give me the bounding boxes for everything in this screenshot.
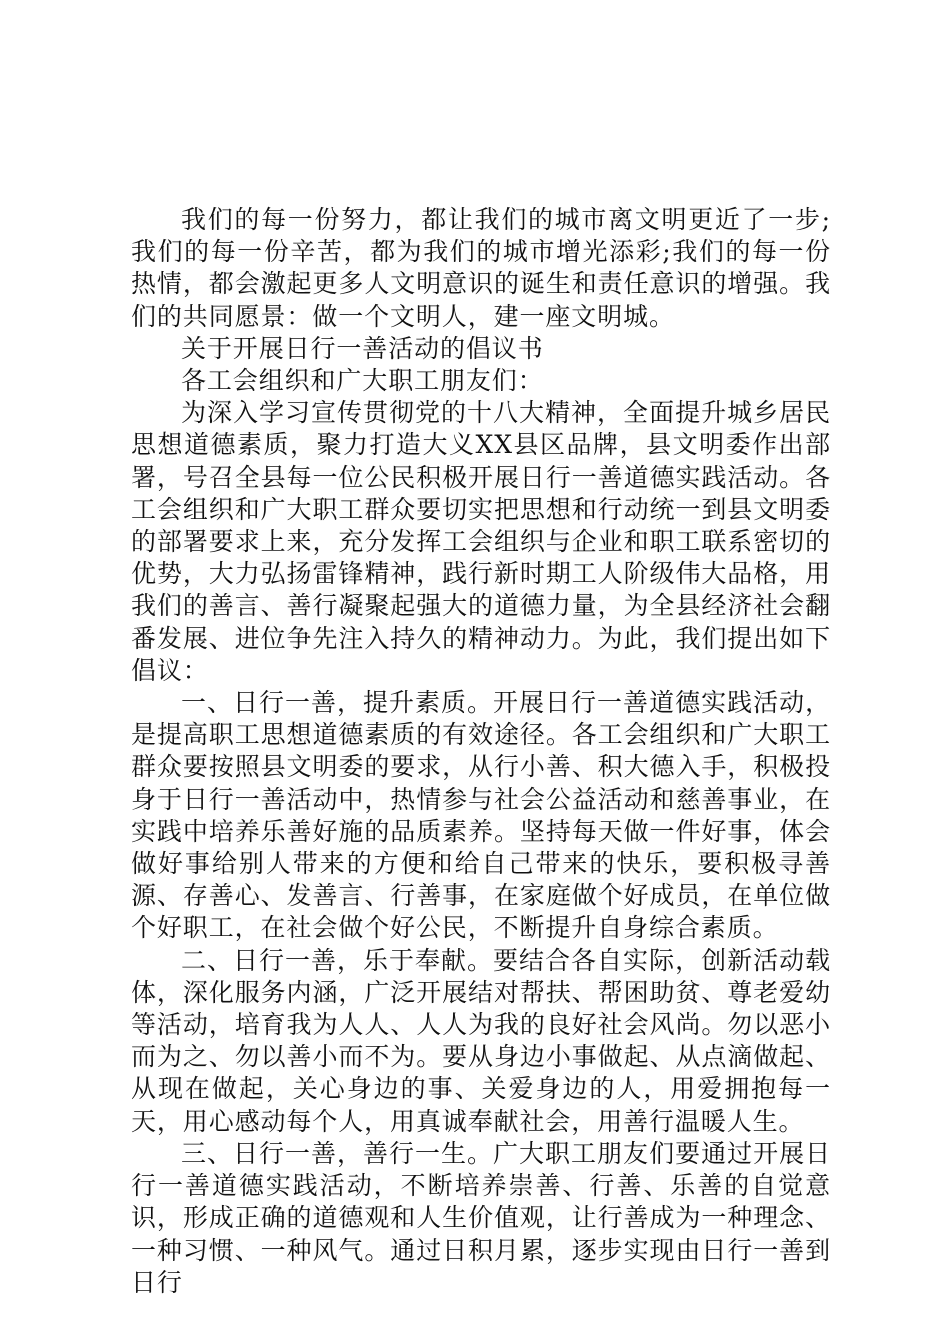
paragraph-introduction: 为深入学习宣传贯彻党的十八大精神，全面提升城乡居民思想道德素质，聚力打造大义XX县区品牌，县文明委作出部署，号召全县每一位公民积极开展日行一善道德实践活动。各工会组织和广大职工群众要切实把思想和行动统一到县文明委的部署要求上来，充分发挥工会组织与企业和职工联系密切的优势，大力弘扬雷锋精神，践行新时期工人阶级伟大品格，用我们的善言、善行凝聚起强大的道德力量，为全县经济社会翻番发展、进位争先注入持久的精神动力。为此，我们提出如下倡议： [131,398,831,685]
paragraph-point-three: 三、日行一善，善行一生。广大职工朋友们要通过开展日行一善道德实践活动，不断培养崇善、行善、乐善的自觉意识，形成正确的道德观和人生价值观，让行善成为一种理念、一种习惯、一种风气。通过日积月累，逐步实现由日行一善到日行 [131,1138,831,1297]
paragraph-point-one: 一、日行一善，提升素质。开展日行一善道德实践活动，是提高职工思想道德素质的有效途径。各工会组织和广大职工群众要按照县文明委的要求，从行小善、积大德入手，积极投身于日行一善活动中，热情参与社会公益活动和慈善事业，在实践中培养乐善好施的品质素养。坚持每天做一件好事，体会做好事给别人带来的方便和给自己带来的快乐，要积极寻善源、存善心、发善言、行善事，在家庭做个好成员，在单位做个好职工，在社会做个好公民，不断提升自身综合素质。 [131,688,831,943]
proposal-title: 关于开展日行一善活动的倡议书 [181,333,544,363]
paragraph-point-two: 二、日行一善，乐于奉献。要结合各自实际，创新活动载体，深化服务内涵，广泛开展结对帮扶、帮困助贫、尊老爱幼等活动，培育我为人人、人人为我的良好社会风尚。勿以恶小而为之、勿以善小而不为。要从身边小事做起、从点滴做起、从现在做起，关心身边的事、关爱身边的人，用爱拥抱每一天，用心感动每个人，用真诚奉献社会，用善行温暖人生。 [131,945,831,1136]
document-body [131,204,831,1299]
salutation: 各工会组织和广大职工朋友们： [181,366,544,396]
paragraph-civilization-vision: 我们的每一份努力，都让我们的城市离文明更近了一步;我们的每一份辛苦，都为我们的城市增光添彩;我们的每一份热情，都会激起更多人文明意识的诞生和责任意识的增强。我们的共同愿景：做一个文明人，建一座文明城。 [131,205,831,331]
